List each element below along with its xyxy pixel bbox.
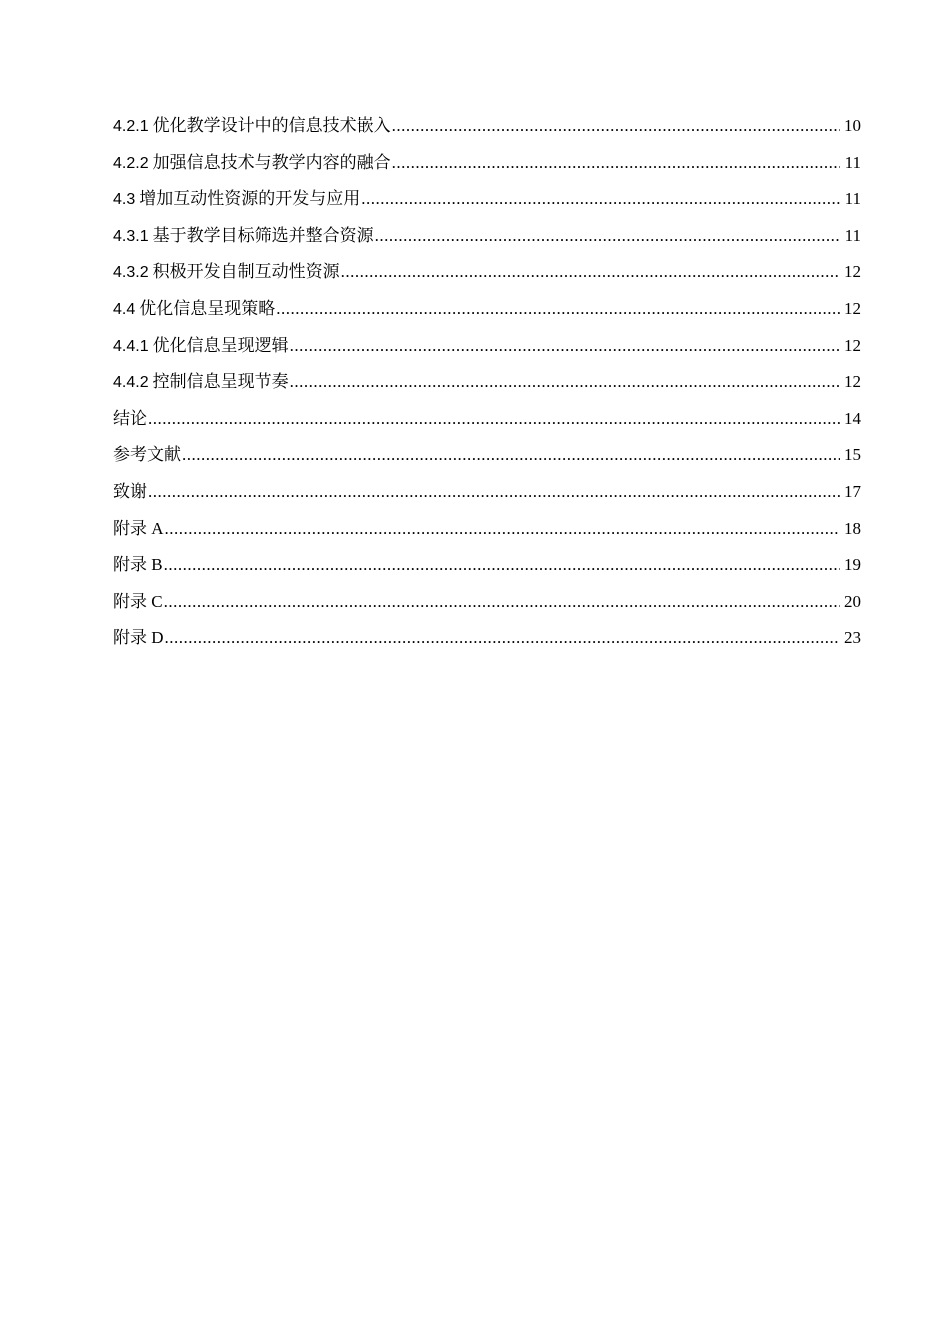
dot-leader [276, 291, 840, 328]
toc-entry-page: 14 [844, 408, 861, 428]
toc-entry-page: 19 [844, 555, 861, 575]
toc-entry-acknowledgements[interactable] [113, 474, 861, 511]
toc-entry-number: 4.4.1 [113, 337, 149, 355]
toc-entry-text: 优化信息呈现逻辑 [152, 335, 289, 355]
toc-entry-number: 4.2.2 [113, 154, 149, 172]
toc-entry-text: 致谢 [113, 481, 147, 501]
toc-entry-title [113, 218, 374, 255]
toc-entry-text: 参考文献 [113, 445, 181, 465]
dot-leader [182, 437, 840, 474]
toc-entry[interactable] [113, 108, 861, 145]
toc-entry-title [113, 145, 391, 182]
dot-leader [375, 218, 840, 255]
dot-leader [165, 511, 840, 548]
toc-entry-appendix-c[interactable] [113, 584, 861, 621]
dot-leader [341, 254, 840, 291]
toc-entry-title [113, 437, 181, 474]
toc-entry-page: 15 [844, 445, 861, 465]
toc-entry-number: 4.2.1 [113, 118, 149, 135]
dot-leader [165, 620, 840, 657]
toc-entry-title [113, 108, 391, 145]
dot-leader [392, 145, 840, 182]
dot-leader [148, 474, 840, 511]
toc-entry-page: 11 [844, 152, 861, 172]
dot-leader [361, 181, 840, 218]
toc-entry-title [113, 620, 164, 657]
toc-entry-page: 20 [844, 591, 861, 611]
toc-entry-page: 11 [844, 225, 861, 245]
toc-entry-text: 控制信息呈现节奏 [152, 372, 289, 392]
toc-entry-title [113, 584, 163, 621]
toc-entry-appendix-a[interactable] [113, 511, 861, 548]
toc-entry[interactable] [113, 218, 861, 255]
toc-entry-title [113, 511, 164, 548]
toc-entry-text: 附录 B [113, 555, 163, 575]
toc-entry-title [113, 547, 163, 584]
dot-leader [290, 364, 840, 401]
toc-entry[interactable] [113, 364, 861, 401]
toc-entry-text: 优化信息呈现策略 [139, 298, 276, 318]
toc-entry[interactable] [113, 291, 861, 328]
toc-entry-text: 基于教学目标筛选并整合资源 [152, 225, 374, 245]
dot-leader [148, 401, 840, 438]
toc-entry[interactable] [113, 328, 861, 365]
toc-entry-text: 优化教学设计中的信息技术嵌入 [152, 116, 391, 135]
toc-entry-title [113, 401, 147, 438]
toc-entry-number: 4.4 [113, 300, 136, 318]
dot-leader [164, 547, 840, 584]
toc-entry-number: 4.3.1 [113, 227, 149, 245]
toc-entry-number: 4.3 [113, 191, 136, 209]
toc-entry-title [113, 254, 340, 291]
toc-entry-conclusion[interactable] [113, 401, 861, 438]
toc-entry-text: 附录 A [113, 518, 164, 538]
dot-leader [164, 584, 840, 621]
toc-entry-text: 增加互动性资源的开发与应用 [139, 189, 361, 209]
dot-leader [290, 328, 840, 365]
toc-entry-title [113, 328, 289, 365]
toc-entry-title [113, 291, 275, 328]
toc-entry[interactable] [113, 181, 861, 218]
toc-entry-title [113, 181, 360, 218]
toc-entry-text: 积极开发自制互动性资源 [152, 262, 340, 282]
toc-entry-page: 11 [844, 189, 861, 209]
toc-entry[interactable] [113, 145, 861, 182]
toc-entry-text: 附录 C [113, 591, 163, 611]
toc-entry-text: 结论 [113, 408, 147, 428]
toc-entry-title [113, 364, 289, 401]
dot-leader [392, 108, 840, 145]
toc-entry-page: 12 [844, 335, 861, 355]
toc-entry-page: 17 [844, 481, 861, 501]
toc-entry-page: 10 [844, 116, 861, 135]
toc-entry-number: 4.4.2 [113, 374, 149, 392]
toc-entry-references[interactable] [113, 437, 861, 474]
toc-entry-text: 附录 D [113, 628, 164, 648]
toc-entry-number: 4.3.2 [113, 264, 149, 282]
toc-entry-page: 12 [844, 372, 861, 392]
toc-entry-appendix-d[interactable] [113, 620, 861, 657]
toc-entry-title [113, 474, 147, 511]
toc-entry-page: 12 [844, 262, 861, 282]
toc-entry-text: 加强信息技术与教学内容的融合 [152, 152, 391, 172]
table-of-contents [113, 108, 861, 657]
toc-entry-appendix-b[interactable] [113, 547, 861, 584]
toc-entry-page: 12 [844, 298, 861, 318]
toc-entry-page: 18 [844, 518, 861, 538]
toc-entry[interactable] [113, 254, 861, 291]
toc-entry-page: 23 [844, 628, 861, 648]
